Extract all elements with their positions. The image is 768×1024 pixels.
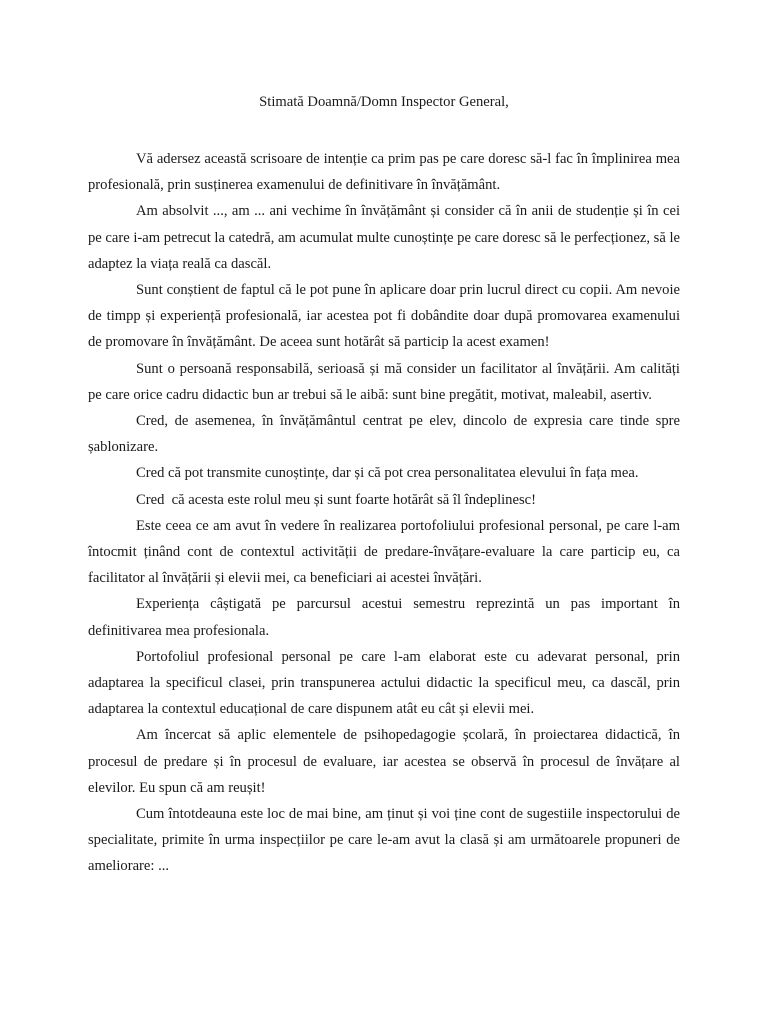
letter-salutation: Stimată Doamnă/Domn Inspector General, <box>259 94 509 110</box>
paragraph-9: Experiența câștigată pe parcursul acestui semestru reprezintă un pas important în definitivarea mea profesionala. <box>88 596 680 639</box>
letter-body <box>88 146 680 880</box>
paragraph-7: Cred că acesta este rolul meu și sunt foarte hotărât să îl îndeplinesc! <box>136 491 536 508</box>
paragraph-11: Am încercat să aplic elementele de psihopedagogie școlară, în proiectarea didactică, în procesul de predare și în procesul de evaluare, iar acestea se observă în procesul de învățare al elevilor. Eu spun că am reușit! <box>88 727 680 796</box>
paragraph-1: Vă adersez această scrisoare de intenție ca prim pas pe care doresc să-l fac în împlinirea mea profesională, prin susținerea examenului de definitivare în învățământ. <box>88 151 680 194</box>
paragraph-5: Cred, de asemenea, în învățământul centrat pe elev, dincolo de expresia care tinde spre șablonizare. <box>88 413 680 456</box>
paragraph-4: Sunt o persoană responsabilă, serioasă și mă consider un facilitator al învățării. Am calități pe care orice cadru didactic bun ar trebui să le aibă: sunt bine pregătit, motivat, maleabil, asertiv. <box>88 360 680 403</box>
paragraph-2: Am absolvit ..., am ... ani vechime în învățământ și consider că în anii de studenție și în cei pe care i-am petrecut la catedră, am acumulat multe cunoștințe pe care doresc să le perfecționez, să le adaptez la viața reală ca dascăl. <box>88 203 680 272</box>
paragraph-10: Portofoliul profesional personal pe care l-am elaborat este cu adevarat personal, prin adaptarea la specificul clasei, prin transpunerea actului didactic la specificul meu, ca dascăl, prin adaptarea la contextul educațional de care dispunem atât eu cât și elevii mei. <box>88 648 680 718</box>
paragraph-8: Este ceea ce am avut în vedere în realizarea portofoliului profesional personal, pe care l-am întocmit ținând cont de contextul activității de predare-învățare-evaluare la care particip eu, ca facilitator al învățării și elevii mei, ca beneficiari ai acestei învățări. <box>88 517 680 587</box>
paragraph-3: Sunt conștient de faptul că le pot pune în aplicare doar prin lucrul direct cu copii. Am nevoie de timpp și experiență profesională, iar acestea pot fi dobândite doar după promovarea examenului de promovare în învățământ. De aceea sunt hotărât să particip la acest examen! <box>88 282 680 351</box>
paragraph-12: Cum întotdeauna este loc de mai bine, am ținut și voi ține cont de sugestiile inspectorului de specialitate, primite în urma inspecțiilor pe care le-am avut la clasă și am următoarele propuneri de ameliorare: ... <box>88 806 680 875</box>
paragraph-6: Cred că pot transmite cunoștințe, dar și că pot crea personalitatea elevului în fața mea. <box>136 465 639 482</box>
